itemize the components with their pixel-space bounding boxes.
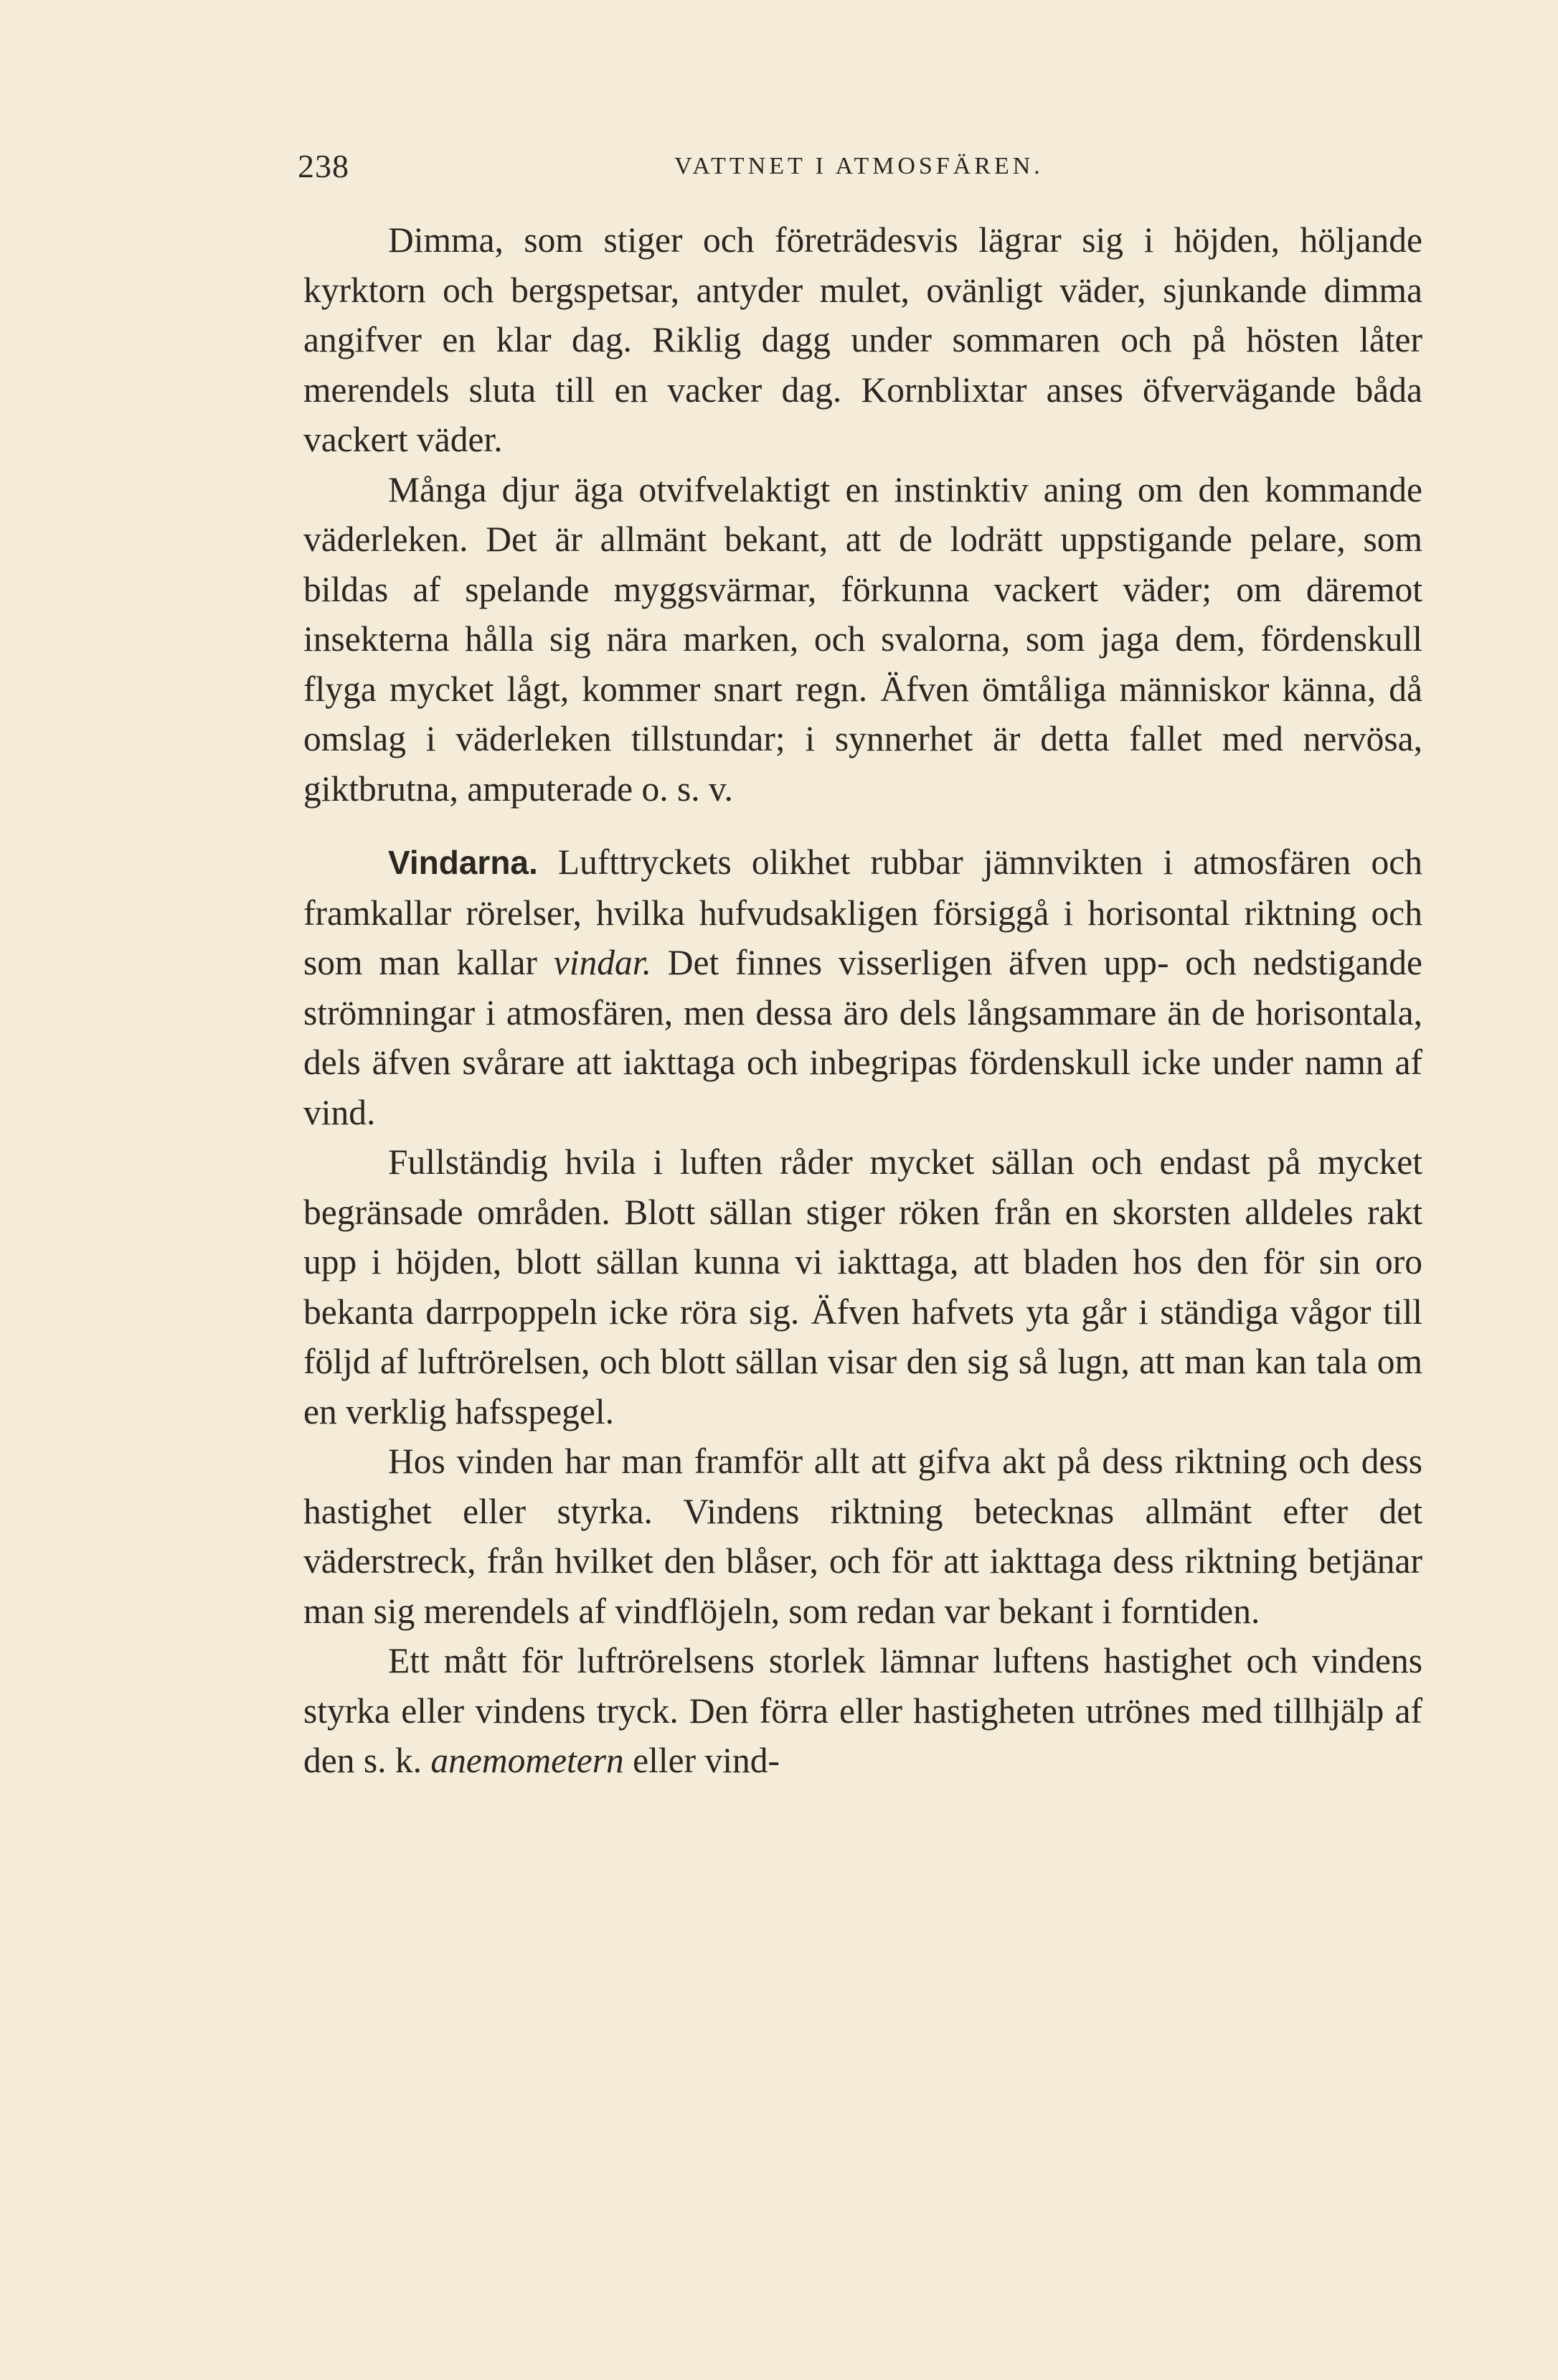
section-heading: Vindarna. [388, 844, 538, 881]
section-gap [303, 814, 1422, 837]
paragraph: Fullständig hvila i luften råder mycket sällan och endast på mycket begränsade områden. Blott sällan stiger röken från en skorsten alldeles rakt upp i höjden, blott sällan kunna vi iakttaga, att bladen hos den för sin oro bekanta darrpoppeln icke röra sig. Äfven hafvets yta går i ständiga vågor till följd af luftrörelsen, och blott sällan visar den sig så lugn, att man kan tala om en verklig hafsspegel. [303, 1142, 1422, 1431]
paragraph: Många djur äga otvifvelaktigt en instinktiv aning om den kommande väderleken. Det är allmänt bekant, att de lodrätt uppstigande pelare, som bildas af spelande myggsvärmar, förkunna vackert väder; om däremot insekterna hålla sig nära marken, och svalorna, som jaga dem, fördenskull flyga mycket lågt, kommer snart regn. Äfven ömtåliga människor känna, då omslag i väderleken tillstundar; i synnerhet är detta fallet med nervösa, giktbrutna, amputerade o. s. v. [303, 469, 1422, 809]
emphasis-term: anemometern [430, 1741, 624, 1780]
paragraph [303, 1636, 1422, 1786]
paragraph-text: Lufttryckets olikhet rubbar jämnvikten i atmosfären och framkallar rörelser, hvilka hufvudsakligen försiggå i horisontal riktning och som man kallar [303, 842, 1422, 982]
paragraph: Hos vinden har man framför allt att gifva akt på dess riktning och dess hastighet eller styrka. Vindens riktning betecknas allmänt efter det väderstreck, från hvilket den blåser, och för att iakttaga dess riktning betjänar man sig merendels af vindflöjeln, som redan var bekant i forntiden. [303, 1441, 1422, 1631]
page-number: 238 [298, 148, 349, 184]
paragraph-vindarna [303, 837, 1422, 1137]
paragraph: Dimma, som stiger och företrädesvis lägrar sig i höjden, höljande kyrktorn och bergspetsar, antyder mulet, ovänligt väder, sjunkande dimma angifver en klar dag. Riklig dagg under sommaren och på hösten låter merendels sluta till en vacker dag. Kornblixtar anses öfvervägande båda vackert väder. [303, 220, 1422, 459]
page-header [298, 147, 1420, 190]
paragraph-text: eller vind- [623, 1741, 780, 1780]
running-head: VATTNET I ATMOSFÄREN. [674, 153, 1044, 179]
body-text [303, 215, 1422, 1786]
paragraph-text: Ett mått för luftrörelsens storlek lämnar luftens hastighet och vindens styrka eller vindens tryck. Den förra eller hastigheten utrönes med tillhjälp af den s. k. [303, 1641, 1422, 1780]
paragraph-text: Det finnes visserligen äfven upp- och nedstigande strömningar i atmosfären, men dessa äro dels långsammare än de horisontala, dels äfven svårare att iakttaga och inbegripas fördenskull icke under namn af vind. [303, 943, 1423, 1132]
emphasis-term: vindar. [553, 943, 651, 982]
